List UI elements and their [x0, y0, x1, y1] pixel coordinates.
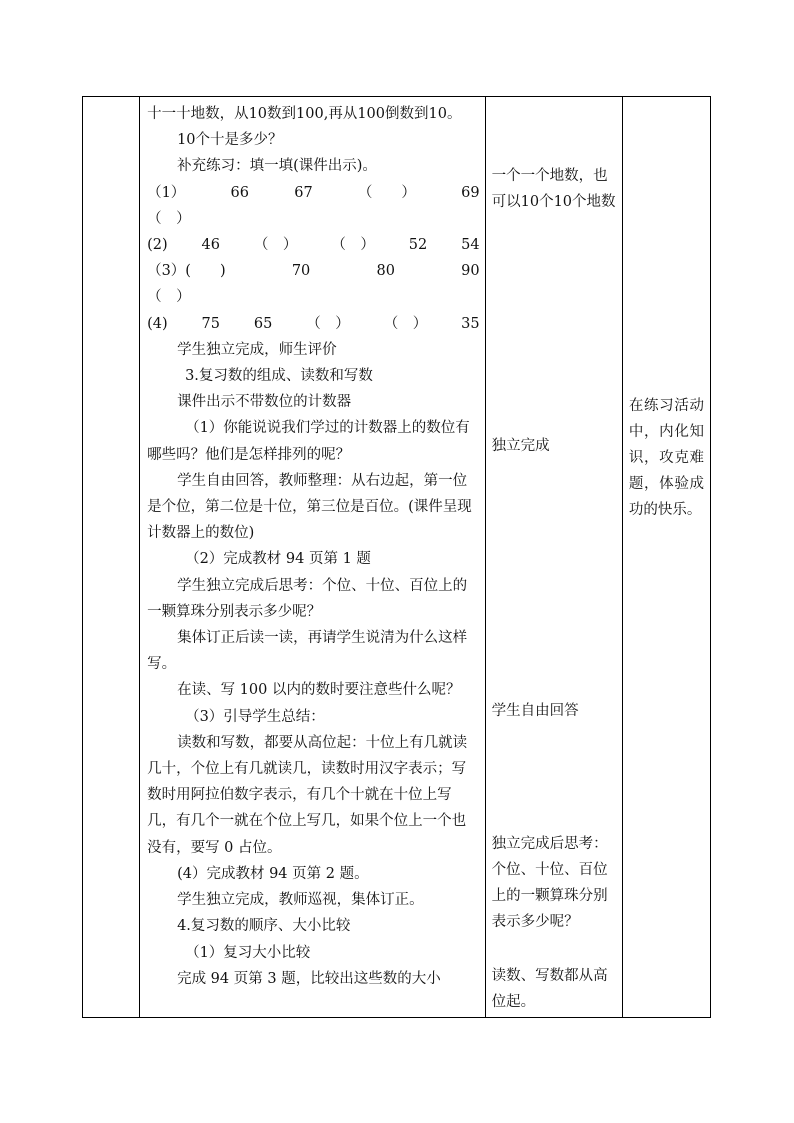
- text-line: （2）完成教材 94 页第 1 题: [185, 551, 371, 568]
- student-activity-cell: [485, 97, 622, 1018]
- student-note: 读数、写数都从高位起。: [491, 968, 608, 1010]
- text-line: (4）完成教材 94 页第 2 题。: [177, 865, 369, 882]
- text-line: 十一十地数，从10数到100,再从100倒数到10。: [147, 106, 462, 122]
- text-paragraph: 读数和写数，都要从高位起：十位上有几就读几十，个位上有几就读几，读数时用汉字表示；写数时用阿拉伯数字表示，有几个十就在十位上写几，有几个一就在个位上写几，如果个位上一个也没有，要写 0 占位。: [147, 734, 468, 856]
- exercise-item: （1）: [147, 184, 186, 201]
- text-paragraph: 集体订正后读一读，再请学生说清为什么这样写。: [147, 630, 468, 673]
- exercise-item: 54: [461, 237, 480, 254]
- exercise-item: 75: [201, 315, 220, 332]
- text-line: 课件出示不带数位的计数器: [177, 394, 352, 411]
- student-note: 一个一个地数，也可以10个10个地数: [491, 168, 616, 210]
- exercise-item: (2): [147, 237, 168, 254]
- section-heading: 4.复习数的顺序、大小比较: [177, 918, 351, 935]
- exercise-blank: （ ）: [331, 237, 375, 254]
- text-line: （1）复习大小比较: [185, 944, 311, 961]
- exercise-blank: （ ）: [383, 315, 428, 332]
- exercise-blank: （ ）: [306, 315, 350, 332]
- exercise-item: 65: [253, 315, 273, 332]
- exercise-item: 70: [291, 263, 311, 280]
- text-line: 完成 94 页第 3 题，比较出这些数的大小: [177, 970, 441, 987]
- exercise-item: 67: [294, 184, 313, 201]
- text-paragraph: 学生独立完成后思考：个位、十位、百位上的一颗算珠分别表示多少呢？: [147, 577, 468, 620]
- text-paragraph: （1）你能说说我们学过的计数器上的数位有哪些吗？他们是怎样排列的呢？: [147, 420, 470, 463]
- text-line: 学生独立完成，师生评价: [177, 341, 337, 358]
- text-paragraph: 学生自由回答，教师整理：从右边起，第一位是个位，第二位是十位，第三位是百位。(课件呈现计数器上的数位): [147, 472, 472, 542]
- exercise-item: 80: [376, 263, 395, 280]
- design-intent-text: 在练习活动中，内化知识，攻克难题，体验成功的快乐。: [628, 398, 704, 518]
- teaching-process-cell: [140, 97, 486, 1018]
- exercise-row-2: [147, 232, 480, 258]
- text-line: 学生独立完成，教师巡视，集体订正。: [177, 892, 424, 909]
- empty-left-cell: [83, 97, 140, 1018]
- exercise-item: 69: [461, 184, 480, 201]
- exercise-blank: （ ）: [253, 237, 298, 254]
- exercise-item: 35: [461, 315, 480, 332]
- lesson-plan-table: [82, 96, 711, 1018]
- exercise-blank: （ ）: [357, 184, 416, 201]
- student-note: 独立完成: [491, 438, 550, 454]
- exercise-item: 46: [201, 237, 220, 254]
- exercise-item: (4): [147, 315, 168, 332]
- exercise-blank: （ ）: [147, 289, 191, 306]
- section-heading: 3.复习数的组成、读数和写数: [185, 368, 373, 385]
- text-line: 在读、写 100 以内的数时要注意些什么呢？: [177, 682, 461, 699]
- text-line: 10个十是多少？: [177, 132, 283, 149]
- exercise-blank: （ ）: [147, 210, 191, 227]
- text-line: （3）引导学生总结：: [185, 708, 325, 725]
- exercise-row-4: [147, 311, 480, 337]
- exercise-item: 90: [461, 263, 480, 280]
- student-note: 独立完成后思考：个位、十位、百位上的一颗算珠分别表示多少呢？: [491, 836, 608, 930]
- exercise-item: 52: [408, 237, 428, 254]
- exercise-item: （3）( ): [147, 263, 226, 280]
- student-note: 学生自由回答: [491, 703, 579, 719]
- exercise-row-1: [147, 180, 480, 206]
- exercise-row-3: [147, 258, 480, 284]
- design-intent-cell: [622, 97, 710, 1018]
- exercise-item: 66: [230, 184, 249, 201]
- text-line: 补充练习：填一填(课件出示)。: [177, 158, 377, 175]
